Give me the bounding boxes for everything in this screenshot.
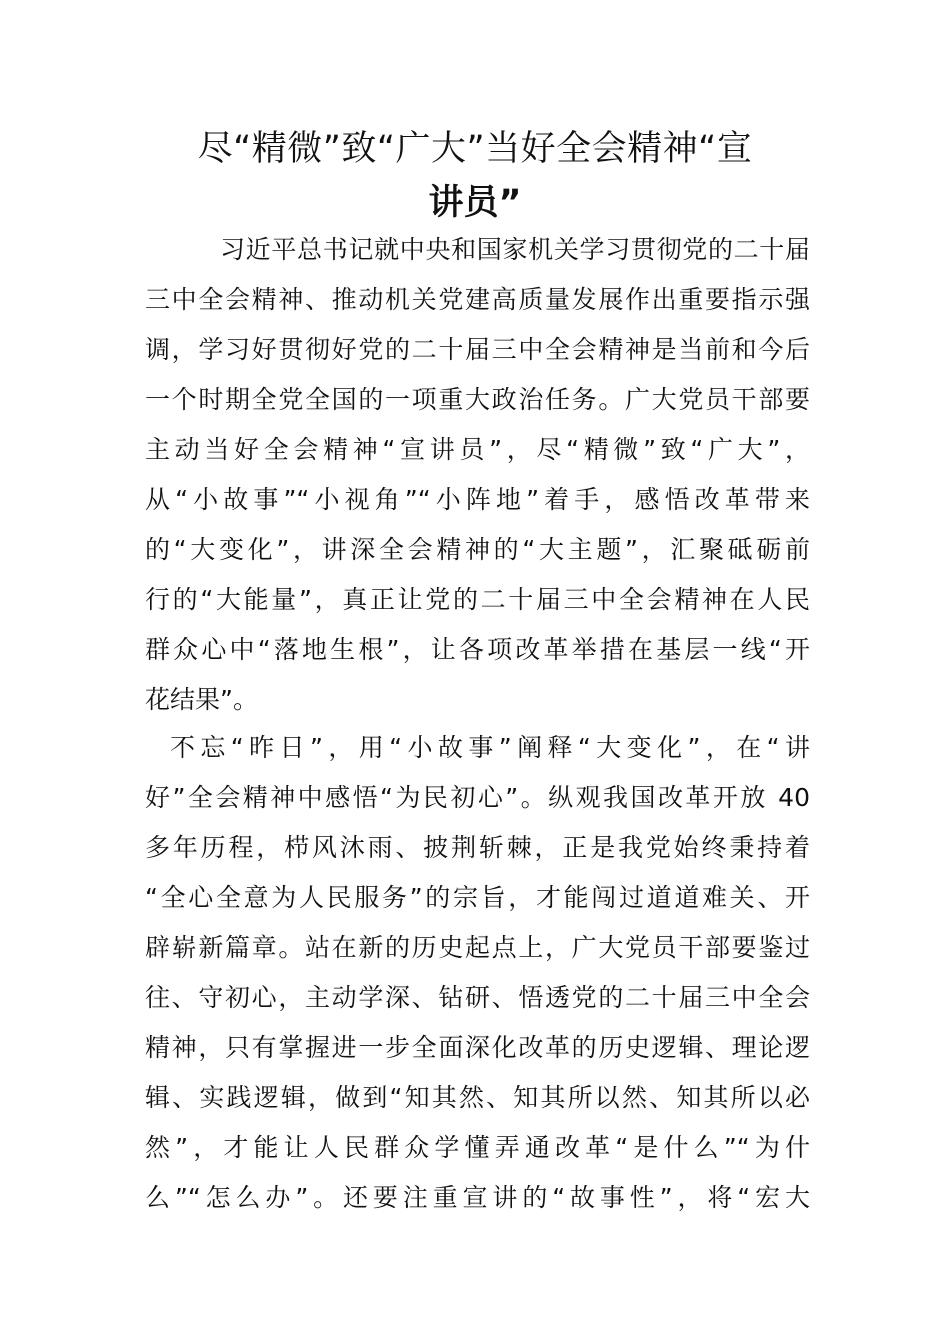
paragraph-line: 调，学习好贯彻好党的二十届三中全会精神是当前和今后 <box>145 335 810 364</box>
paragraph-line: 精神，只有掌握进一步全面深化改革的历史逻辑、理论逻 <box>145 1033 810 1062</box>
paragraph-line: 主动当好全会精神“宣讲员”，尽“精微”致“广大”， <box>145 435 810 464</box>
document-title: 尽“精微”致“广大”当好全会精神“宣 <box>197 129 753 169</box>
paragraph-line: 三中全会精神、推动机关党建高质量发展作出重要指示强 <box>145 285 810 314</box>
paragraph-line: 好”全会精神中感悟“为民初心”。纵观我国改革开放 40 <box>145 783 810 812</box>
paragraph-line: 一个时期全党全国的一项重大政治任务。广大党员干部要 <box>145 385 810 414</box>
paragraph-line: 然”，才能让人民群众学懂弄通改革“是什么”“为什 <box>145 1133 810 1162</box>
paragraph-line: 么”“怎么办”。还要注重宣讲的“故事性”，将“宏大 <box>145 1183 810 1212</box>
paragraph-line: 花结果”。 <box>145 685 258 714</box>
paragraph-line: 多年历程，栉风沐雨、披荆斩棘，正是我党始终秉持着 <box>145 833 810 862</box>
paragraph-line: 行的“大能量”，真正让党的二十届三中全会精神在人民 <box>145 585 810 614</box>
paragraph-line: 习近平总书记就中央和国家机关学习贯彻党的二十届 <box>220 235 810 264</box>
paragraph-line: 不忘“昨日”，用“小故事”阐释“大变化”，在“讲 <box>170 733 810 762</box>
paragraph-line: 往、守初心，主动学深、钻研、悟透党的二十届三中全会 <box>145 983 810 1012</box>
paragraph-line: 辟崭新篇章。站在新的历史起点上，广大党员干部要鉴过 <box>145 933 810 962</box>
paragraph-line: “全心全意为人民服务”的宗旨，才能闯过道道难关、开 <box>145 883 810 912</box>
paragraph-line: 从“小故事”“小视角”“小阵地”着手，感悟改革带来 <box>145 485 810 514</box>
paragraph-line: 辑、实践逻辑，做到“知其然、知其所以然、知其所以必 <box>145 1083 810 1112</box>
paragraph-line: 群众心中“落地生根”，让各项改革举措在基层一线“开 <box>145 635 810 664</box>
paragraph-line: 的“大变化”，讲深全会精神的“大主题”，汇聚砥砺前 <box>145 535 810 564</box>
document-title-continued: 讲员” <box>428 183 522 223</box>
